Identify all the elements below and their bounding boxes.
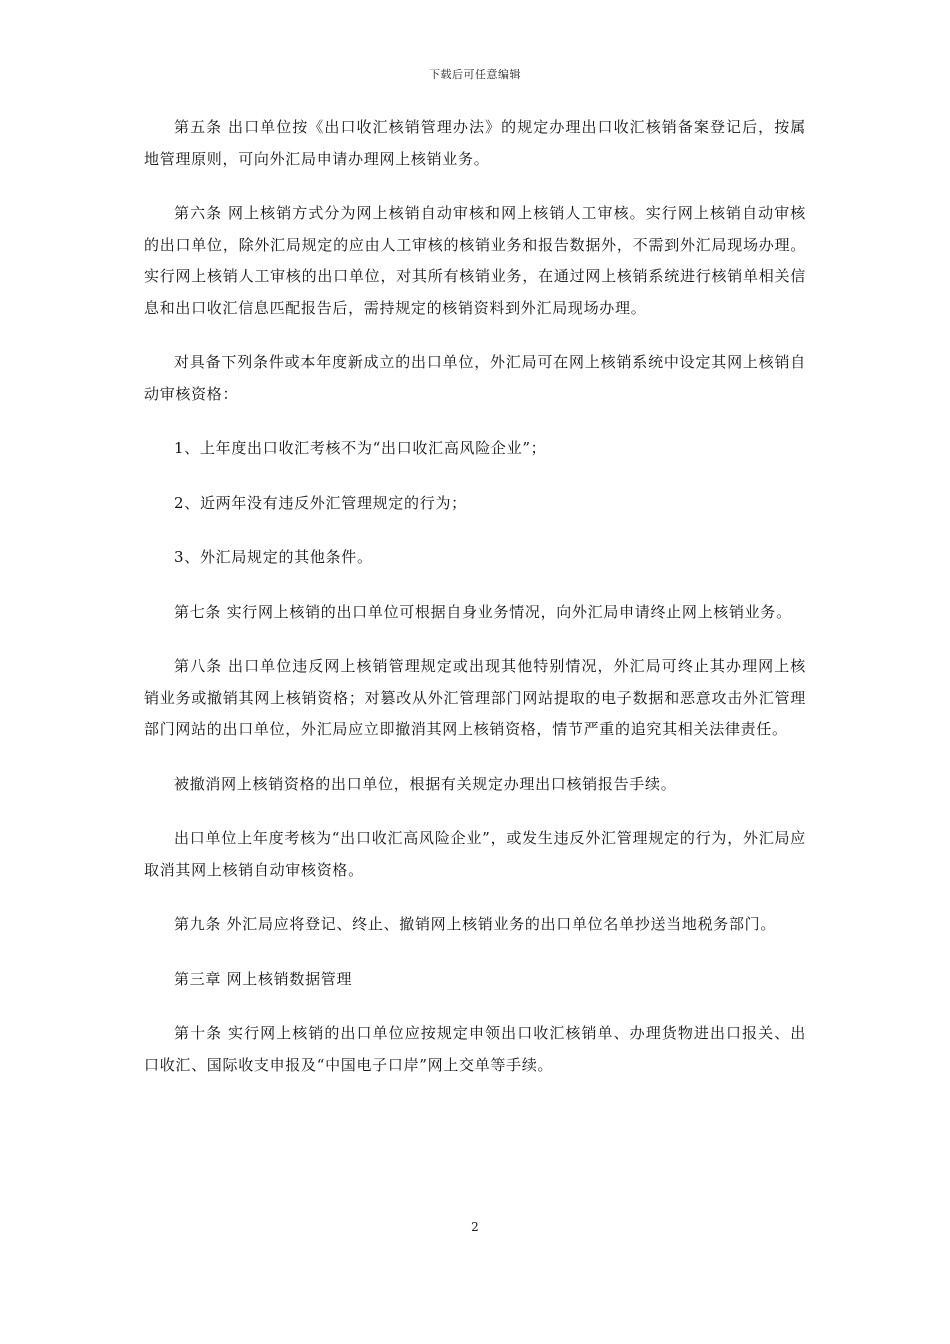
paragraph-article-10: 第十条 实行网上核销的出口单位应按规定申领出口收汇核销单、办理货物进出口报关、出口收汇、国际收支申报及“中国电子口岸”网上交单等手续。 [144,1024,806,1074]
page-header: 下载后可任意编辑 [429,68,521,81]
paragraph-high-risk: 出口单位上年度考核为“出口收汇高风险企业”，或发生违反外汇管理规定的行为，外汇局应取消其网上核销自动审核资格。 [144,829,806,879]
paragraph-article-7: 第七条 实行网上核销的出口单位可根据自身业务情况，向外汇局申请终止网上核销业务。 [174,602,792,621]
paragraph-revoked-units: 被撤消网上核销资格的出口单位，根据有关规定办理出口核销报告手续。 [174,774,677,793]
paragraph-conditions-intro: 对具备下列条件或本年度新成立的出口单位，外汇局可在网上核销系统中设定其网上核销自动审核资格： [144,353,806,403]
list-item-condition-2: 2、近两年没有违反外汇管理规定的行为； [174,493,467,512]
document-body [144,112,806,1104]
paragraph-article-6: 第六条 网上核销方式分为网上核销自动审核和网上核销人工审核。实行网上核销自动审核的出口单位，除外汇局规定的应由人工审核的核销业务和报告数据外，不需到外汇局现场办理。实行网上核销人工审核的出口单位，对其所有核销业务，在通过网上核销系统进行核销单相关信息和出口收汇信息匹配报告后，需持规定的核销资料到外汇局现场办理。 [144,204,806,317]
paragraph-article-8: 第八条 出口单位违反网上核销管理规定或出现其他特别情况，外汇局可终止其办理网上核销业务或撤销其网上核销资格；对篡改从外汇管理部门网站提取的电子数据和恶意攻击外汇管理部门网站的出口单位，外汇局应立即撤消其网上核销资格，情节严重的追究其相关法律责任。 [144,657,806,738]
page-number: 2 [471,1220,479,1234]
list-item-condition-1: 1、上年度出口收汇考核不为“出口收汇高风险企业”； [174,439,547,457]
chapter-heading-3: 第三章 网上核销数据管理 [174,969,353,988]
list-item-condition-3: 3、外汇局规定的其他条件。 [174,548,373,566]
paragraph-article-5: 第五条 出口单位按《出口收汇核销管理办法》的规定办理出口收汇核销备案登记后，按属地管理原则，可向外汇局申请办理网上核销业务。 [144,118,806,168]
paragraph-article-9: 第九条 外汇局应将登记、终止、撤销网上核销业务的出口单位名单抄送当地税务部门。 [174,915,777,933]
